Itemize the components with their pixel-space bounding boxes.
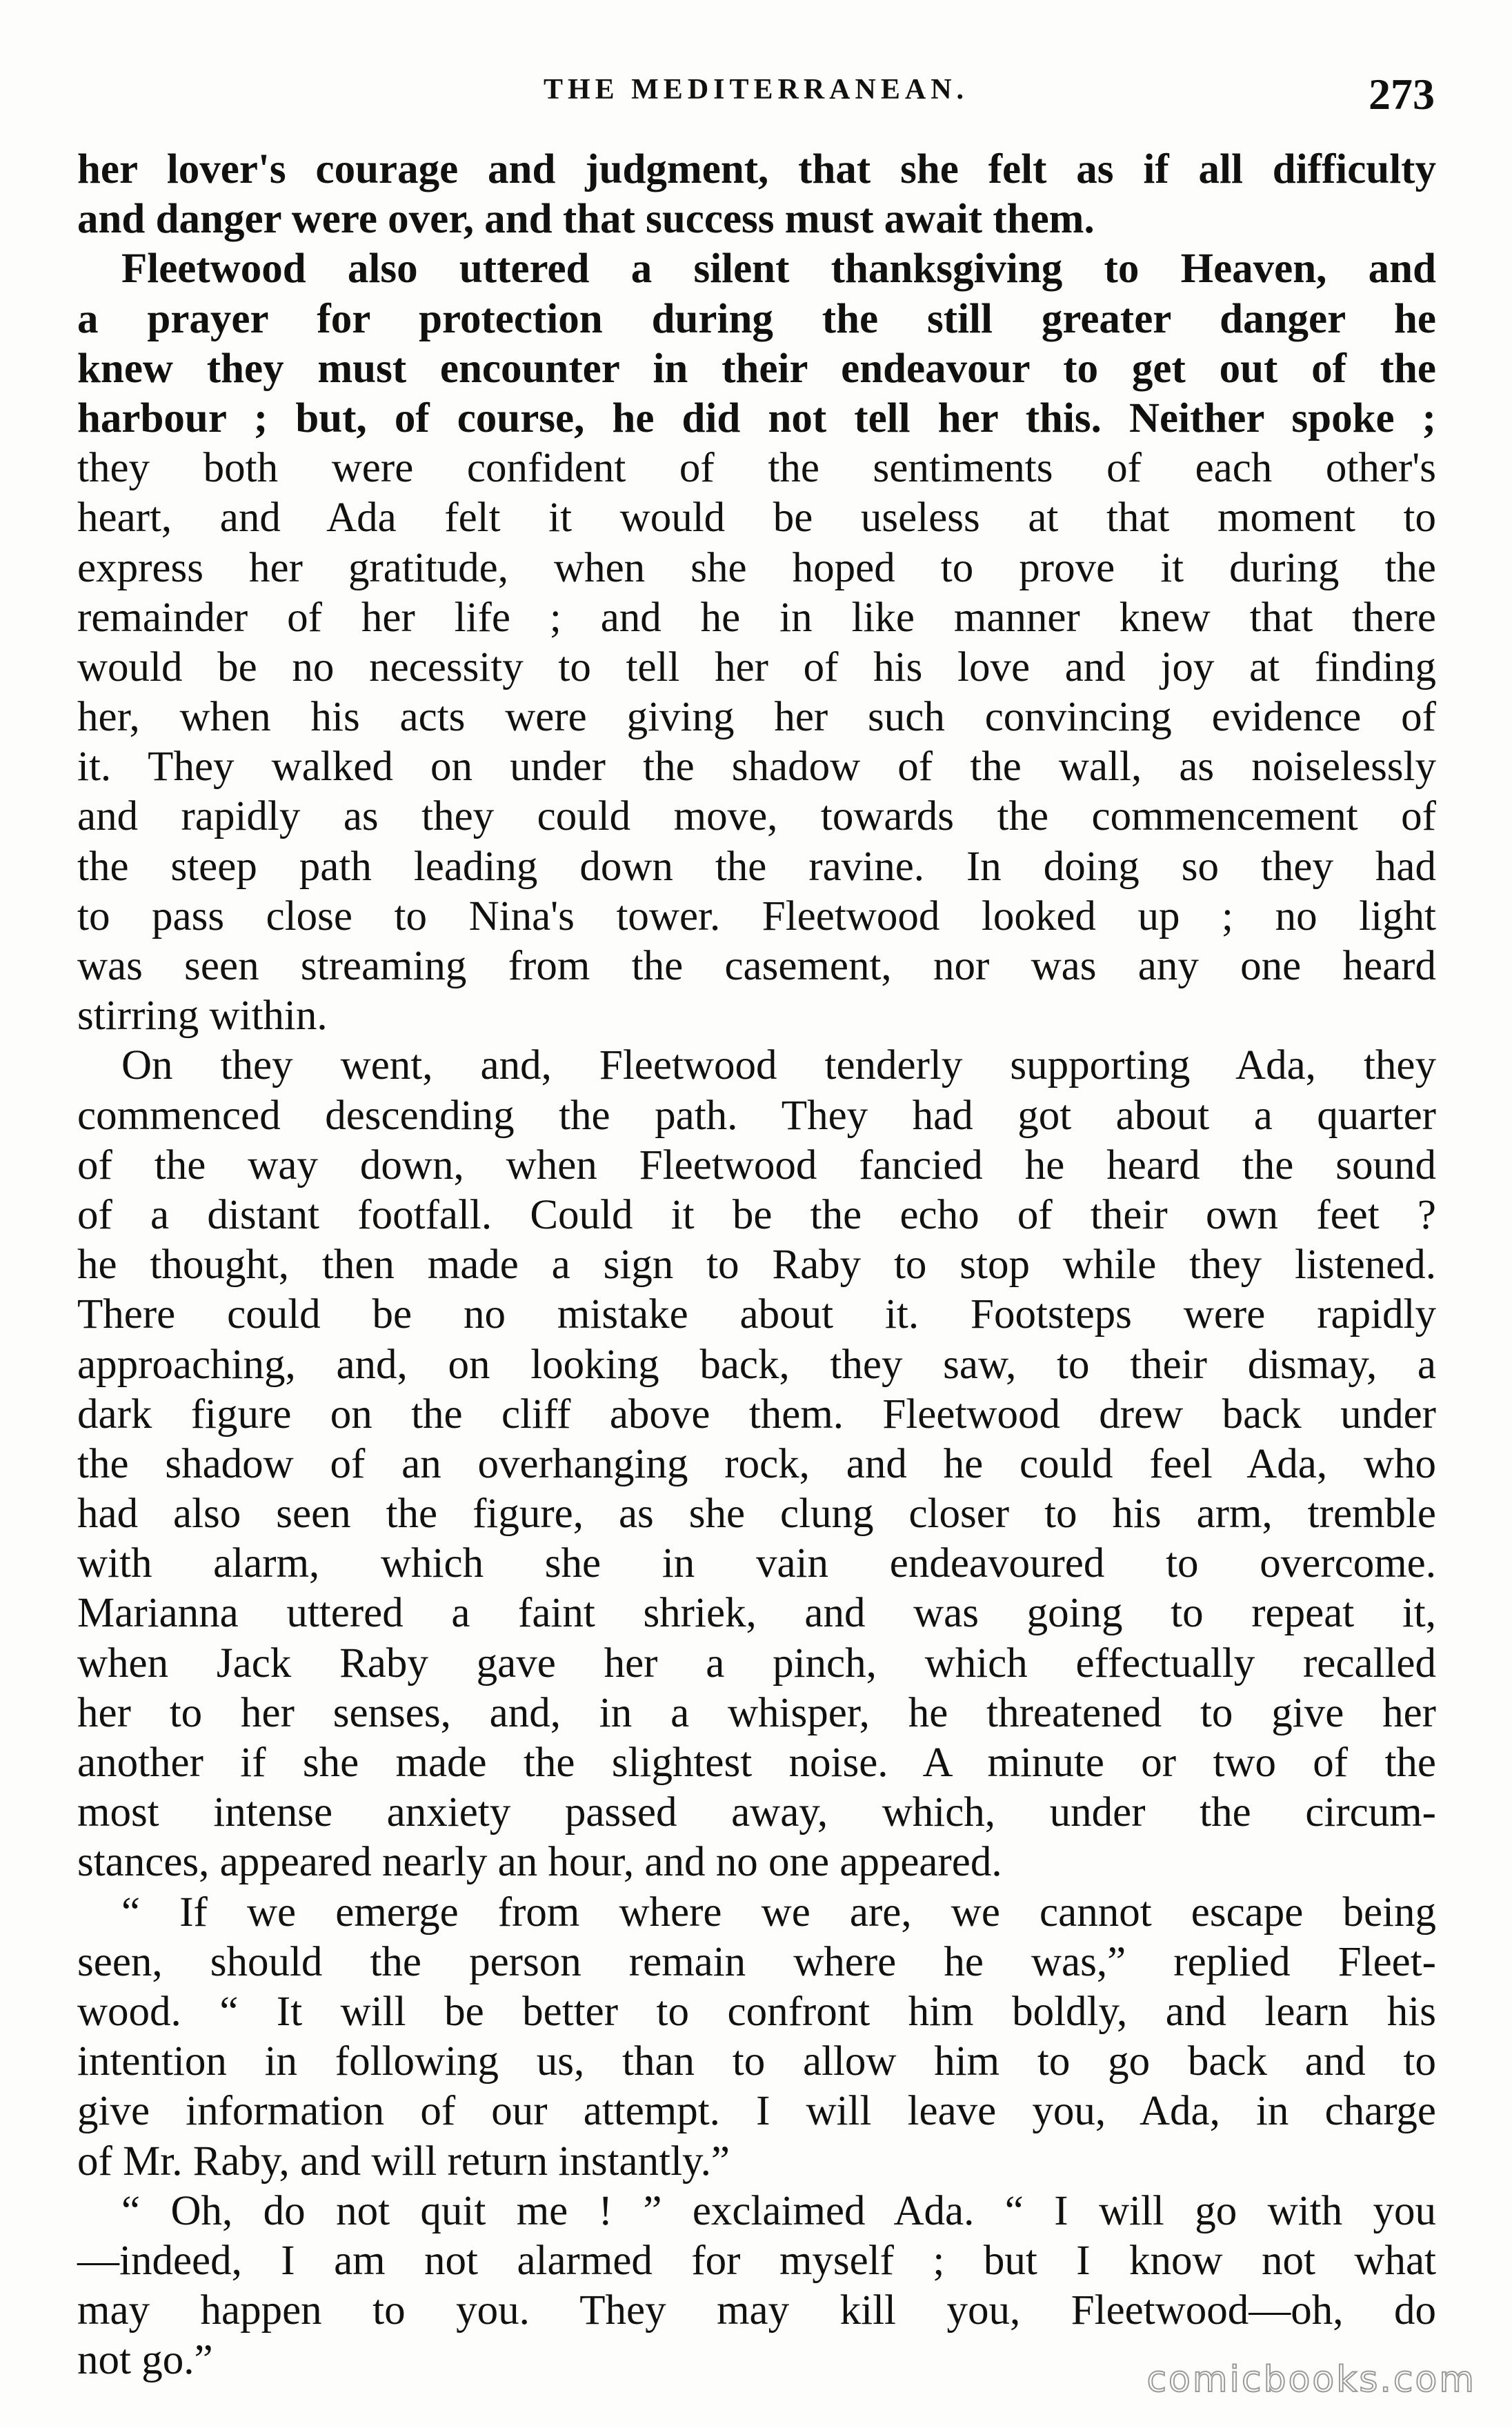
text-line: a prayer for protection during the still greater danger he bbox=[77, 295, 1436, 342]
text-line: her lover's courage and judgment, that she felt as if all difficulty bbox=[77, 146, 1436, 192]
text-line: to pass close to Nina's tower. Fleetwood looked up ; no light bbox=[77, 893, 1436, 939]
text-line: another if she made the slightest noise. A minute or two of the bbox=[77, 1740, 1436, 1786]
text-line: wood. “ It will be better to confront him boldly, and learn his bbox=[77, 1988, 1436, 2035]
text-line: would be no necessity to tell her of his love and joy at finding bbox=[77, 644, 1436, 690]
text-line: seen, should the person remain where he was,” replied Fleet- bbox=[77, 1938, 1436, 1985]
running-head bbox=[77, 69, 1435, 124]
text-line: heart, and Ada felt it would be useless at that moment to bbox=[77, 495, 1436, 541]
text-line: of a distant footfall. Could it be the echo of their own feet ? bbox=[77, 1191, 1436, 1238]
text-line: of the way down, when Fleetwood fancied he heard the sound bbox=[77, 1142, 1436, 1188]
text-line: her, when his acts were giving her such convincing evidence of bbox=[77, 694, 1436, 741]
running-title: THE MEDITERRANEAN. bbox=[543, 74, 969, 106]
text-line: remainder of her life ; and he in like manner knew that there bbox=[77, 594, 1436, 641]
text-line: the shadow of an overhanging rock, and he could feel Ada, who bbox=[77, 1440, 1436, 1487]
text-line: her to her senses, and, in a whisper, he threatened to give her bbox=[77, 1689, 1436, 1736]
text-line: not go.” bbox=[77, 2337, 213, 2384]
text-line: On they went, and, Fleetwood tenderly supporting Ada, they bbox=[121, 1042, 1436, 1089]
text-line: “ Oh, do not quit me ! ” exclaimed Ada. “ I will go with you bbox=[121, 2187, 1436, 2234]
page-number: 273 bbox=[1369, 70, 1435, 119]
text-line: “ If we emerge from where we are, we cannot escape being bbox=[121, 1889, 1436, 1936]
text-line: approaching, and, on looking back, they saw, to their dismay, a bbox=[77, 1341, 1436, 1388]
text-line: Fleetwood also uttered a silent thanksgiving to Heaven, and bbox=[121, 246, 1436, 292]
text-line: of Mr. Raby, and will return instantly.” bbox=[77, 2138, 730, 2185]
text-line: they both were confident of the sentiments of each other's bbox=[77, 445, 1436, 492]
text-line: may happen to you. They may kill you, Fleetwood—oh, do bbox=[77, 2287, 1436, 2334]
text-line: had also seen the figure, as she clung closer to his arm, tremble bbox=[77, 1491, 1436, 1538]
watermark: comicbooks.com bbox=[1146, 2359, 1476, 2400]
text-line: stances, appeared nearly an hour, and no one appeared. bbox=[77, 1839, 1002, 1886]
text-line: most intense anxiety passed away, which, under the circum- bbox=[77, 1789, 1436, 1836]
text-line: knew they must encounter in their endeavour to get out of the bbox=[77, 345, 1436, 392]
text-line: give information of our attempt. I will leave you, Ada, in charge bbox=[77, 2088, 1436, 2135]
text-line: and rapidly as they could move, towards the commencement of bbox=[77, 793, 1436, 840]
text-line: intention in following us, than to allow him to go back and to bbox=[77, 2038, 1436, 2085]
text-line: There could be no mistake about it. Footsteps were rapidly bbox=[77, 1291, 1436, 1338]
text-line: he thought, then made a sign to Raby to stop while they listened. bbox=[77, 1242, 1436, 1288]
text-line: the steep path leading down the ravine. In doing so they had bbox=[77, 843, 1436, 890]
text-line: with alarm, which she in vain endeavoured to overcome. bbox=[77, 1540, 1436, 1587]
text-line: Marianna uttered a faint shriek, and was going to repeat it, bbox=[77, 1590, 1436, 1637]
text-line: and danger were over, and that success must await them. bbox=[77, 196, 1095, 243]
text-line: dark figure on the cliff above them. Fleetwood drew back under bbox=[77, 1391, 1436, 1437]
text-line: —indeed, I am not alarmed for myself ; but I know not what bbox=[77, 2237, 1436, 2284]
text-line: was seen streaming from the casement, nor was any one heard bbox=[77, 943, 1436, 989]
text-line: harbour ; but, of course, he did not tell her this. Neither spoke ; bbox=[77, 395, 1436, 441]
text-line: commenced descending the path. They had got about a quarter bbox=[77, 1092, 1436, 1139]
body-text bbox=[77, 145, 1436, 2385]
text-line: stirring within. bbox=[77, 993, 328, 1039]
text-line: when Jack Raby gave her a pinch, which effectually recalled bbox=[77, 1640, 1436, 1686]
text-line: it. They walked on under the shadow of the wall, as noiselessly bbox=[77, 744, 1436, 790]
text-line: express her gratitude, when she hoped to prove it during the bbox=[77, 544, 1436, 591]
